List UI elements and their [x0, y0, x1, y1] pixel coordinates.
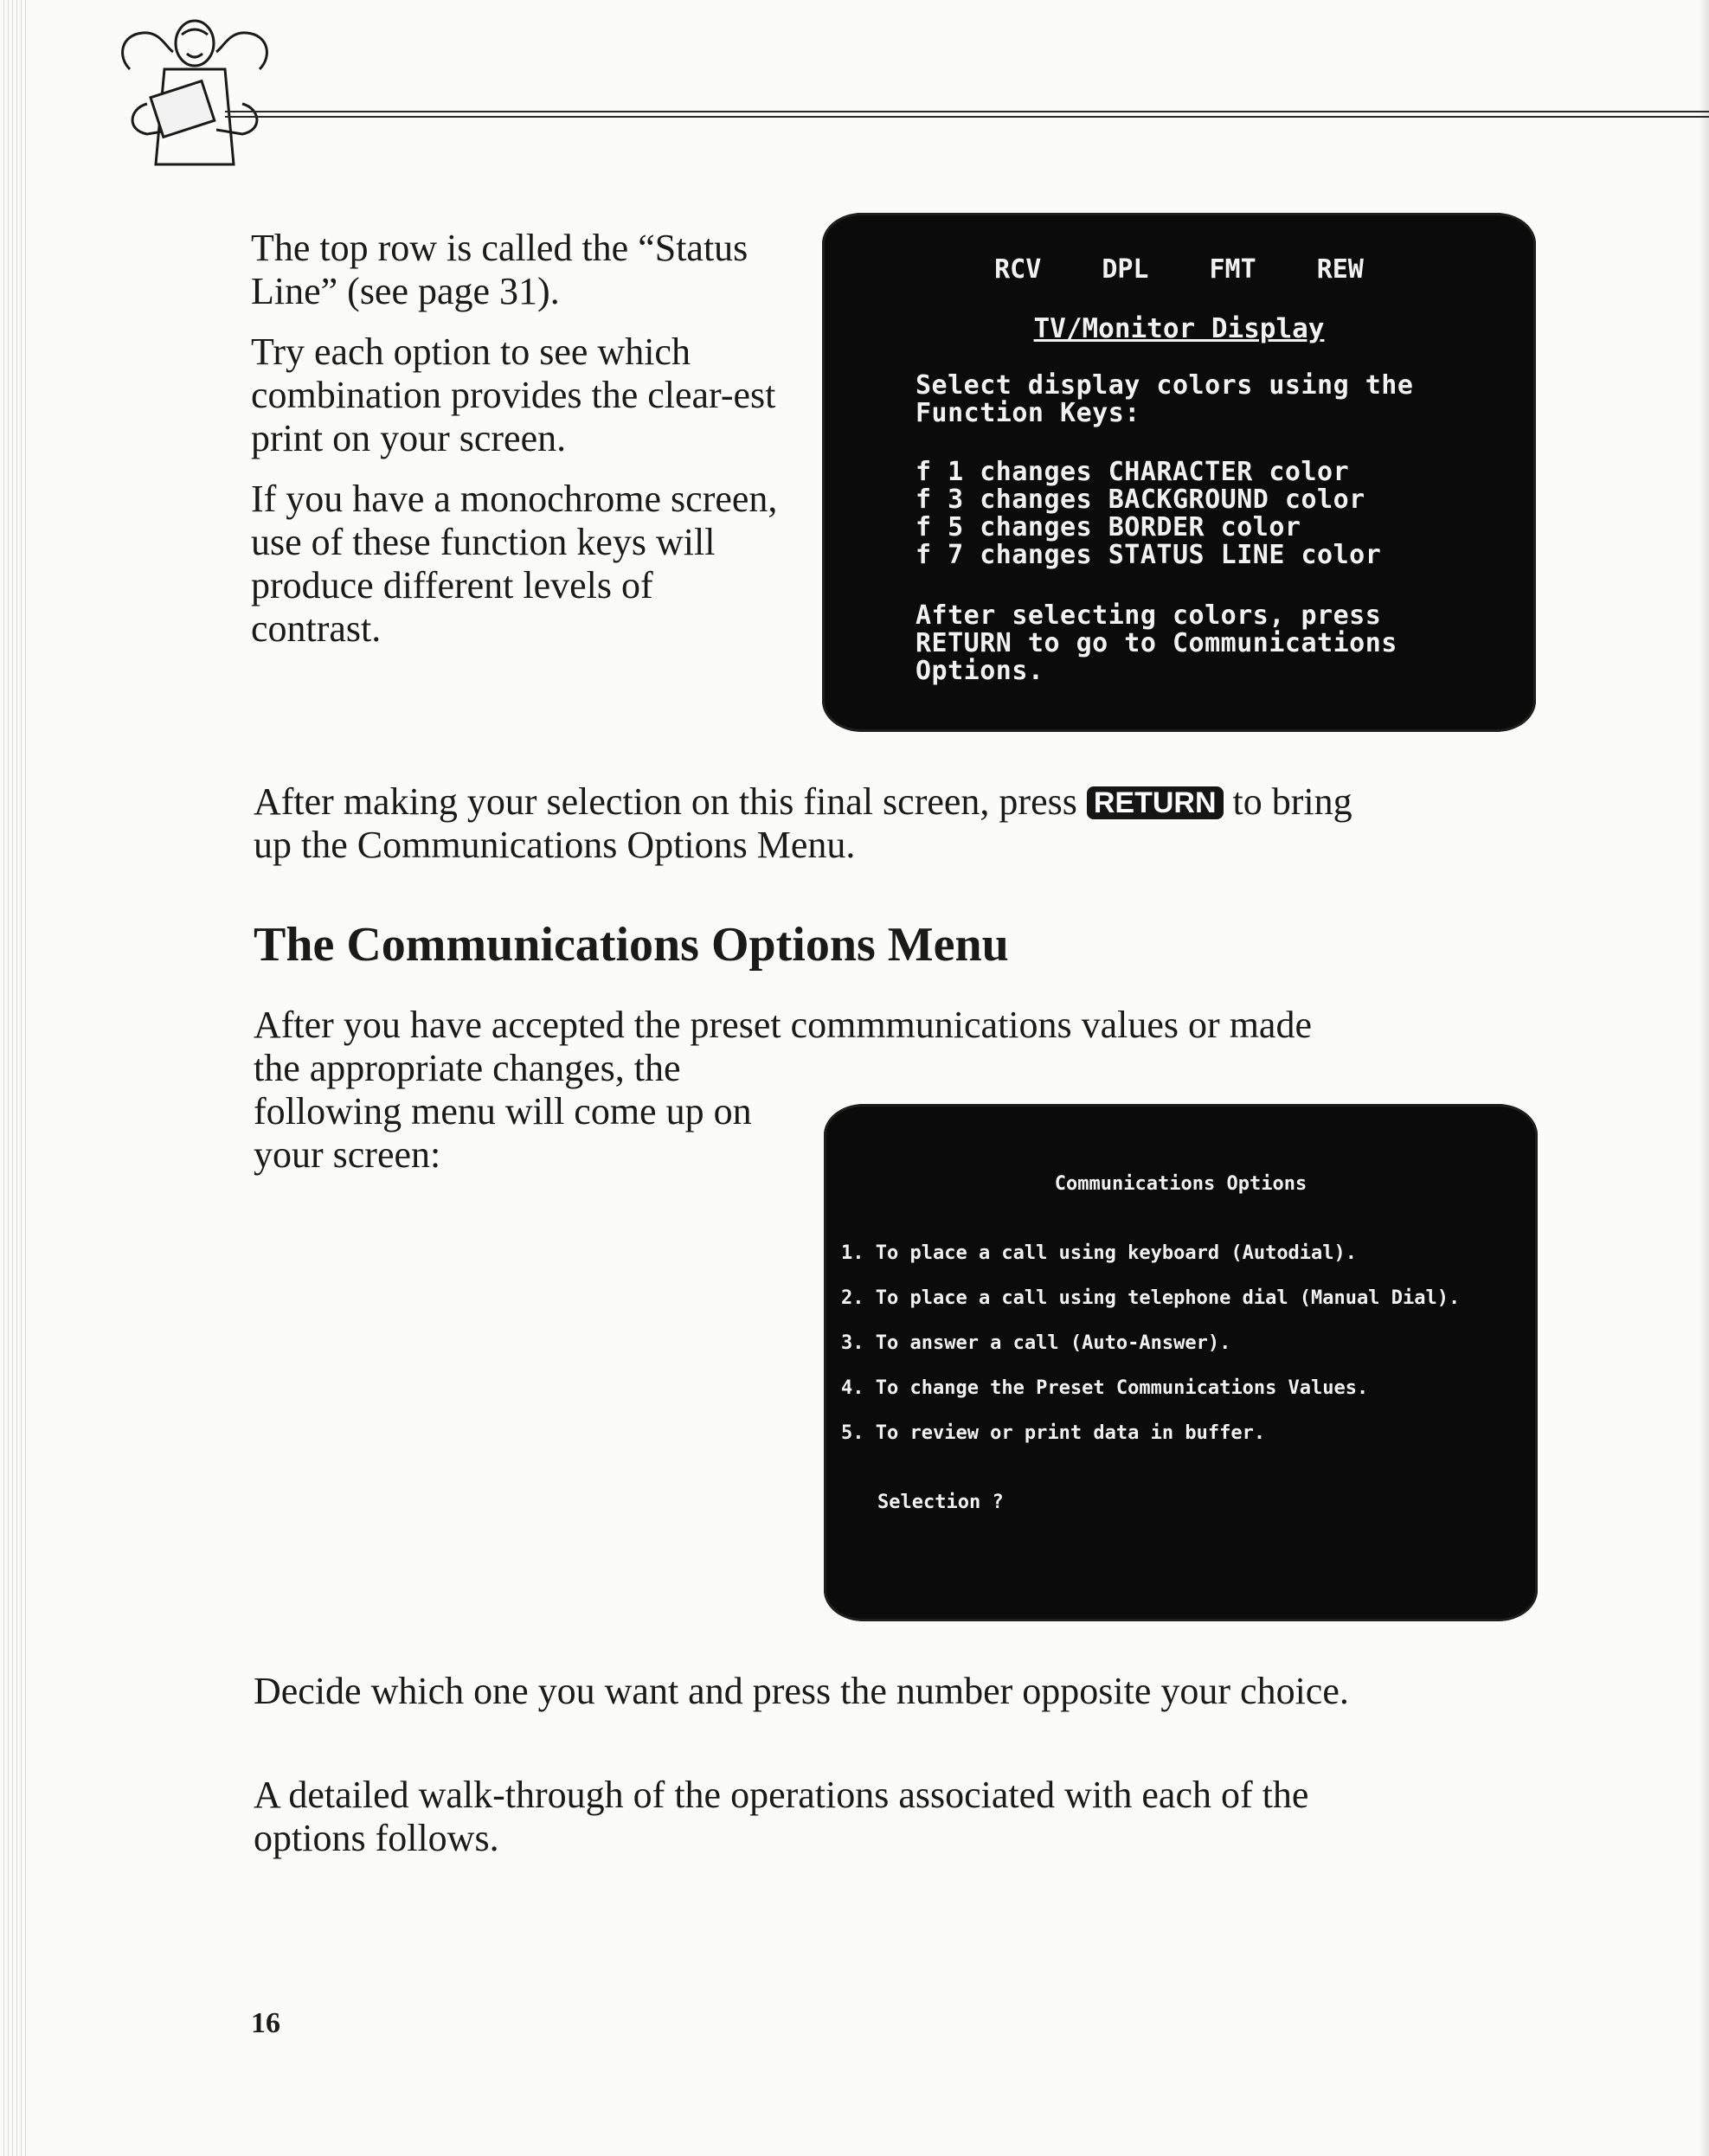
comm-screen-title: Communications Options	[1054, 1173, 1307, 1195]
screen-line-f1: f 1 changes CHARACTER color	[916, 457, 1350, 487]
return-key-icon: RETURN	[1087, 786, 1224, 819]
after-selection-paragraph	[254, 780, 1378, 867]
after-selection-text: After making your selection on this final screen, press	[254, 780, 1077, 823]
screen-line-f5: f 5 changes BORDER color	[916, 512, 1301, 542]
status-item-dpl: DPL	[1102, 254, 1149, 285]
decide-paragraph: Decide which one you want and press the number opposite your choice.	[254, 1670, 1349, 1712]
menu-option-1: 1. To place a call using keyboard (Autodial).	[841, 1242, 1358, 1264]
screen-line: After selecting colors, press	[916, 600, 1382, 631]
screen-line: RETURN to go to Communications	[916, 628, 1397, 658]
status-item-fmt: FMT	[1209, 254, 1256, 285]
screen-line-f7: f 7 changes STATUS LINE color	[916, 540, 1382, 570]
page-right-edge	[1699, 0, 1709, 2156]
accept-text-line1: After you have accepted the preset commmunications values or made	[254, 1004, 1312, 1046]
screen-line: Options.	[916, 656, 1044, 686]
status-line	[822, 254, 1536, 285]
header-rule	[225, 111, 1709, 118]
menu-option-3: 3. To answer a call (Auto-Answer).	[841, 1332, 1231, 1354]
intro-paragraph-monochrome: If you have a monochrome screen, use of these function keys will produce different levels of contrast.	[251, 478, 778, 650]
communications-options-screen	[824, 1104, 1538, 1621]
screen-line: Function Keys:	[916, 398, 1140, 428]
tv-monitor-display-screen	[822, 213, 1536, 732]
intro-paragraph-status-line: The top row is called the “Status Line” (see page 31).	[251, 227, 748, 312]
screen-title: TV/Monitor Display	[1033, 313, 1325, 344]
after-selection-text-end: to bring up the Communications Options Menu.	[254, 780, 1352, 866]
mascot-logo-icon	[112, 9, 277, 169]
screen-line-f3: f 3 changes BACKGROUND color	[916, 484, 1365, 515]
status-item-rcv: RCV	[994, 254, 1042, 285]
menu-option-5: 5. To review or print data in buffer.	[841, 1422, 1266, 1444]
menu-option-2: 2. To place a call using telephone dial (Manual Dial).	[841, 1287, 1461, 1309]
page-edge-stack	[0, 0, 29, 2156]
intro-paragraph-try-options: Try each option to see which combination provides the clear-est print on your screen.	[251, 330, 776, 459]
accept-text-rest: the appropriate changes, the following menu will come up on your screen:	[254, 1047, 752, 1176]
selection-prompt: Selection ?	[877, 1492, 1004, 1513]
intro-column	[251, 227, 787, 668]
status-item-rew: REW	[1316, 254, 1364, 285]
screen-line: Select display colors using the	[916, 370, 1414, 401]
menu-option-4: 4. To change the Preset Communications Values.	[841, 1377, 1369, 1399]
walkthrough-paragraph: A detailed walk-through of the operations associated with each of the options follows.	[254, 1774, 1309, 1859]
page-number: 16	[251, 2007, 280, 2039]
section-heading: The Communications Options Menu	[254, 918, 1009, 972]
